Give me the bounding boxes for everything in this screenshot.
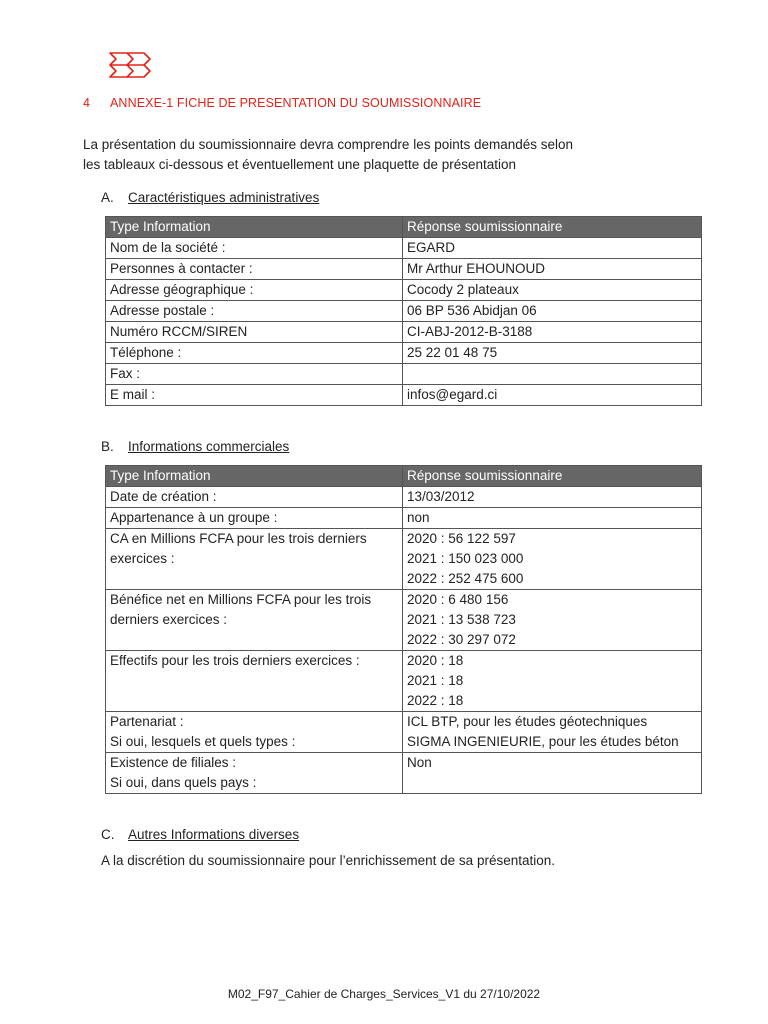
column-header: Réponse soumissionnaire: [403, 466, 702, 487]
subsection-title: Informations commerciales: [128, 439, 290, 454]
row-value: [403, 508, 702, 529]
value-line: SIGMA INGENIEURIE, pour les études béton: [407, 734, 679, 749]
value-line: 2020 : 6 480 156: [407, 592, 509, 607]
label-line: Bénéfice net en Millions FCFA pour les trois: [110, 592, 372, 607]
value-line: 2021 : 18: [407, 673, 464, 688]
column-header: Type Information: [106, 466, 403, 487]
label-line: Effectifs pour les trois derniers exercices :: [110, 653, 360, 668]
label-line: Partenariat :: [110, 714, 184, 729]
table-header-row: [106, 466, 702, 487]
table-row: [106, 322, 702, 343]
table-row: [106, 343, 702, 364]
table-row: [106, 508, 702, 529]
value-line: 2022 : 252 475 600: [407, 571, 524, 586]
row-label: [106, 487, 403, 508]
row-value: [403, 753, 702, 794]
table-row: [106, 280, 702, 301]
row-label: Numéro RCCM/SIREN: [106, 322, 403, 343]
row-value: 06 BP 536 Abidjan 06: [403, 301, 702, 322]
label-line: exercices :: [110, 551, 175, 566]
label-line: Existence de filiales :: [110, 755, 237, 770]
row-label: [106, 508, 403, 529]
section-heading: [83, 96, 481, 110]
row-label: Fax :: [106, 364, 403, 385]
label-line: CA en Millions FCFA pour les trois derniers: [110, 531, 367, 546]
row-value: Cocody 2 plateaux: [403, 280, 702, 301]
value-line: ICL BTP, pour les études géotechniques: [407, 714, 648, 729]
value-line: Non: [407, 755, 432, 770]
subsection-b-heading: [101, 439, 289, 454]
row-label: [106, 753, 403, 794]
label-line: Appartenance à un groupe :: [110, 510, 278, 525]
row-label: [106, 590, 403, 651]
row-value: [403, 590, 702, 651]
table-row: [106, 385, 702, 406]
value-line: 2021 : 150 023 000: [407, 551, 524, 566]
table-row: [106, 529, 702, 590]
subsection-letter: A.: [101, 190, 114, 205]
label-line: derniers exercices :: [110, 612, 228, 627]
column-header: Réponse soumissionnaire: [403, 217, 702, 238]
table-row: [106, 753, 702, 794]
row-label: Téléphone :: [106, 343, 403, 364]
row-label: [106, 529, 403, 590]
label-line: Si oui, dans quels pays :: [110, 775, 257, 790]
row-label: [106, 651, 403, 712]
row-label: Adresse postale :: [106, 301, 403, 322]
page-footer: M02_F97_Cahier de Charges_Services_V1 du 27/10/2022: [227, 987, 541, 1001]
row-value: [403, 529, 702, 590]
row-label: E mail :: [106, 385, 403, 406]
intro-line: les tableaux ci-dessous et éventuellement une plaquette de présentation: [83, 157, 517, 172]
row-value: [403, 712, 702, 753]
row-label: Personnes à contacter :: [106, 259, 403, 280]
value-line: 2021 : 13 538 723: [407, 612, 516, 627]
subsection-letter: B.: [101, 439, 114, 454]
table-row: [106, 590, 702, 651]
administrative-table: [105, 216, 702, 406]
row-label: Adresse géographique :: [106, 280, 403, 301]
row-value: [403, 651, 702, 712]
label-line: Si oui, lesquels et quels types :: [110, 734, 296, 749]
row-value: [403, 364, 702, 385]
commercial-table: [105, 465, 702, 794]
value-line: 13/03/2012: [407, 489, 475, 504]
table-row: [106, 238, 702, 259]
row-label: Nom de la société :: [106, 238, 403, 259]
subsection-title: Caractéristiques administratives: [128, 190, 320, 205]
table-header-row: [106, 217, 702, 238]
subsection-a-heading: [101, 190, 319, 205]
table-row: [106, 651, 702, 712]
label-line: Date de création :: [110, 489, 217, 504]
intro-line: La présentation du soumissionnaire devra comprendre les points demandés selon: [83, 137, 574, 152]
table-row: [106, 259, 702, 280]
closing-text: A la discrétion du soumissionnaire pour l’enrichissement de sa présentation.: [101, 853, 555, 868]
company-logo-icon: [107, 50, 153, 80]
row-value: Mr Arthur EHOUNOUD: [403, 259, 702, 280]
subsection-c-heading: [101, 827, 299, 842]
column-header: Type Information: [106, 217, 403, 238]
subsection-title: Autres Informations diverses: [128, 827, 300, 842]
row-value: [403, 487, 702, 508]
section-number: 4: [83, 96, 91, 110]
table-row: [106, 364, 702, 385]
value-line: non: [407, 510, 430, 525]
table-row: [106, 487, 702, 508]
row-value: EGARD: [403, 238, 702, 259]
table-row: [106, 301, 702, 322]
intro-paragraph: [83, 135, 683, 175]
subsection-letter: C.: [101, 827, 115, 842]
value-line: 2020 : 56 122 597: [407, 531, 516, 546]
row-value: CI-ABJ-2012-B-3188: [403, 322, 702, 343]
value-line: 2022 : 30 297 072: [407, 632, 516, 647]
value-line: 2022 : 18: [407, 693, 464, 708]
value-line: 2020 : 18: [407, 653, 464, 668]
section-title: ANNEXE-1 FICHE DE PRESENTATION DU SOUMISSIONNAIRE: [110, 96, 482, 110]
row-value: infos@egard.ci: [403, 385, 702, 406]
table-row: [106, 712, 702, 753]
row-value: 25 22 01 48 75: [403, 343, 702, 364]
row-label: [106, 712, 403, 753]
